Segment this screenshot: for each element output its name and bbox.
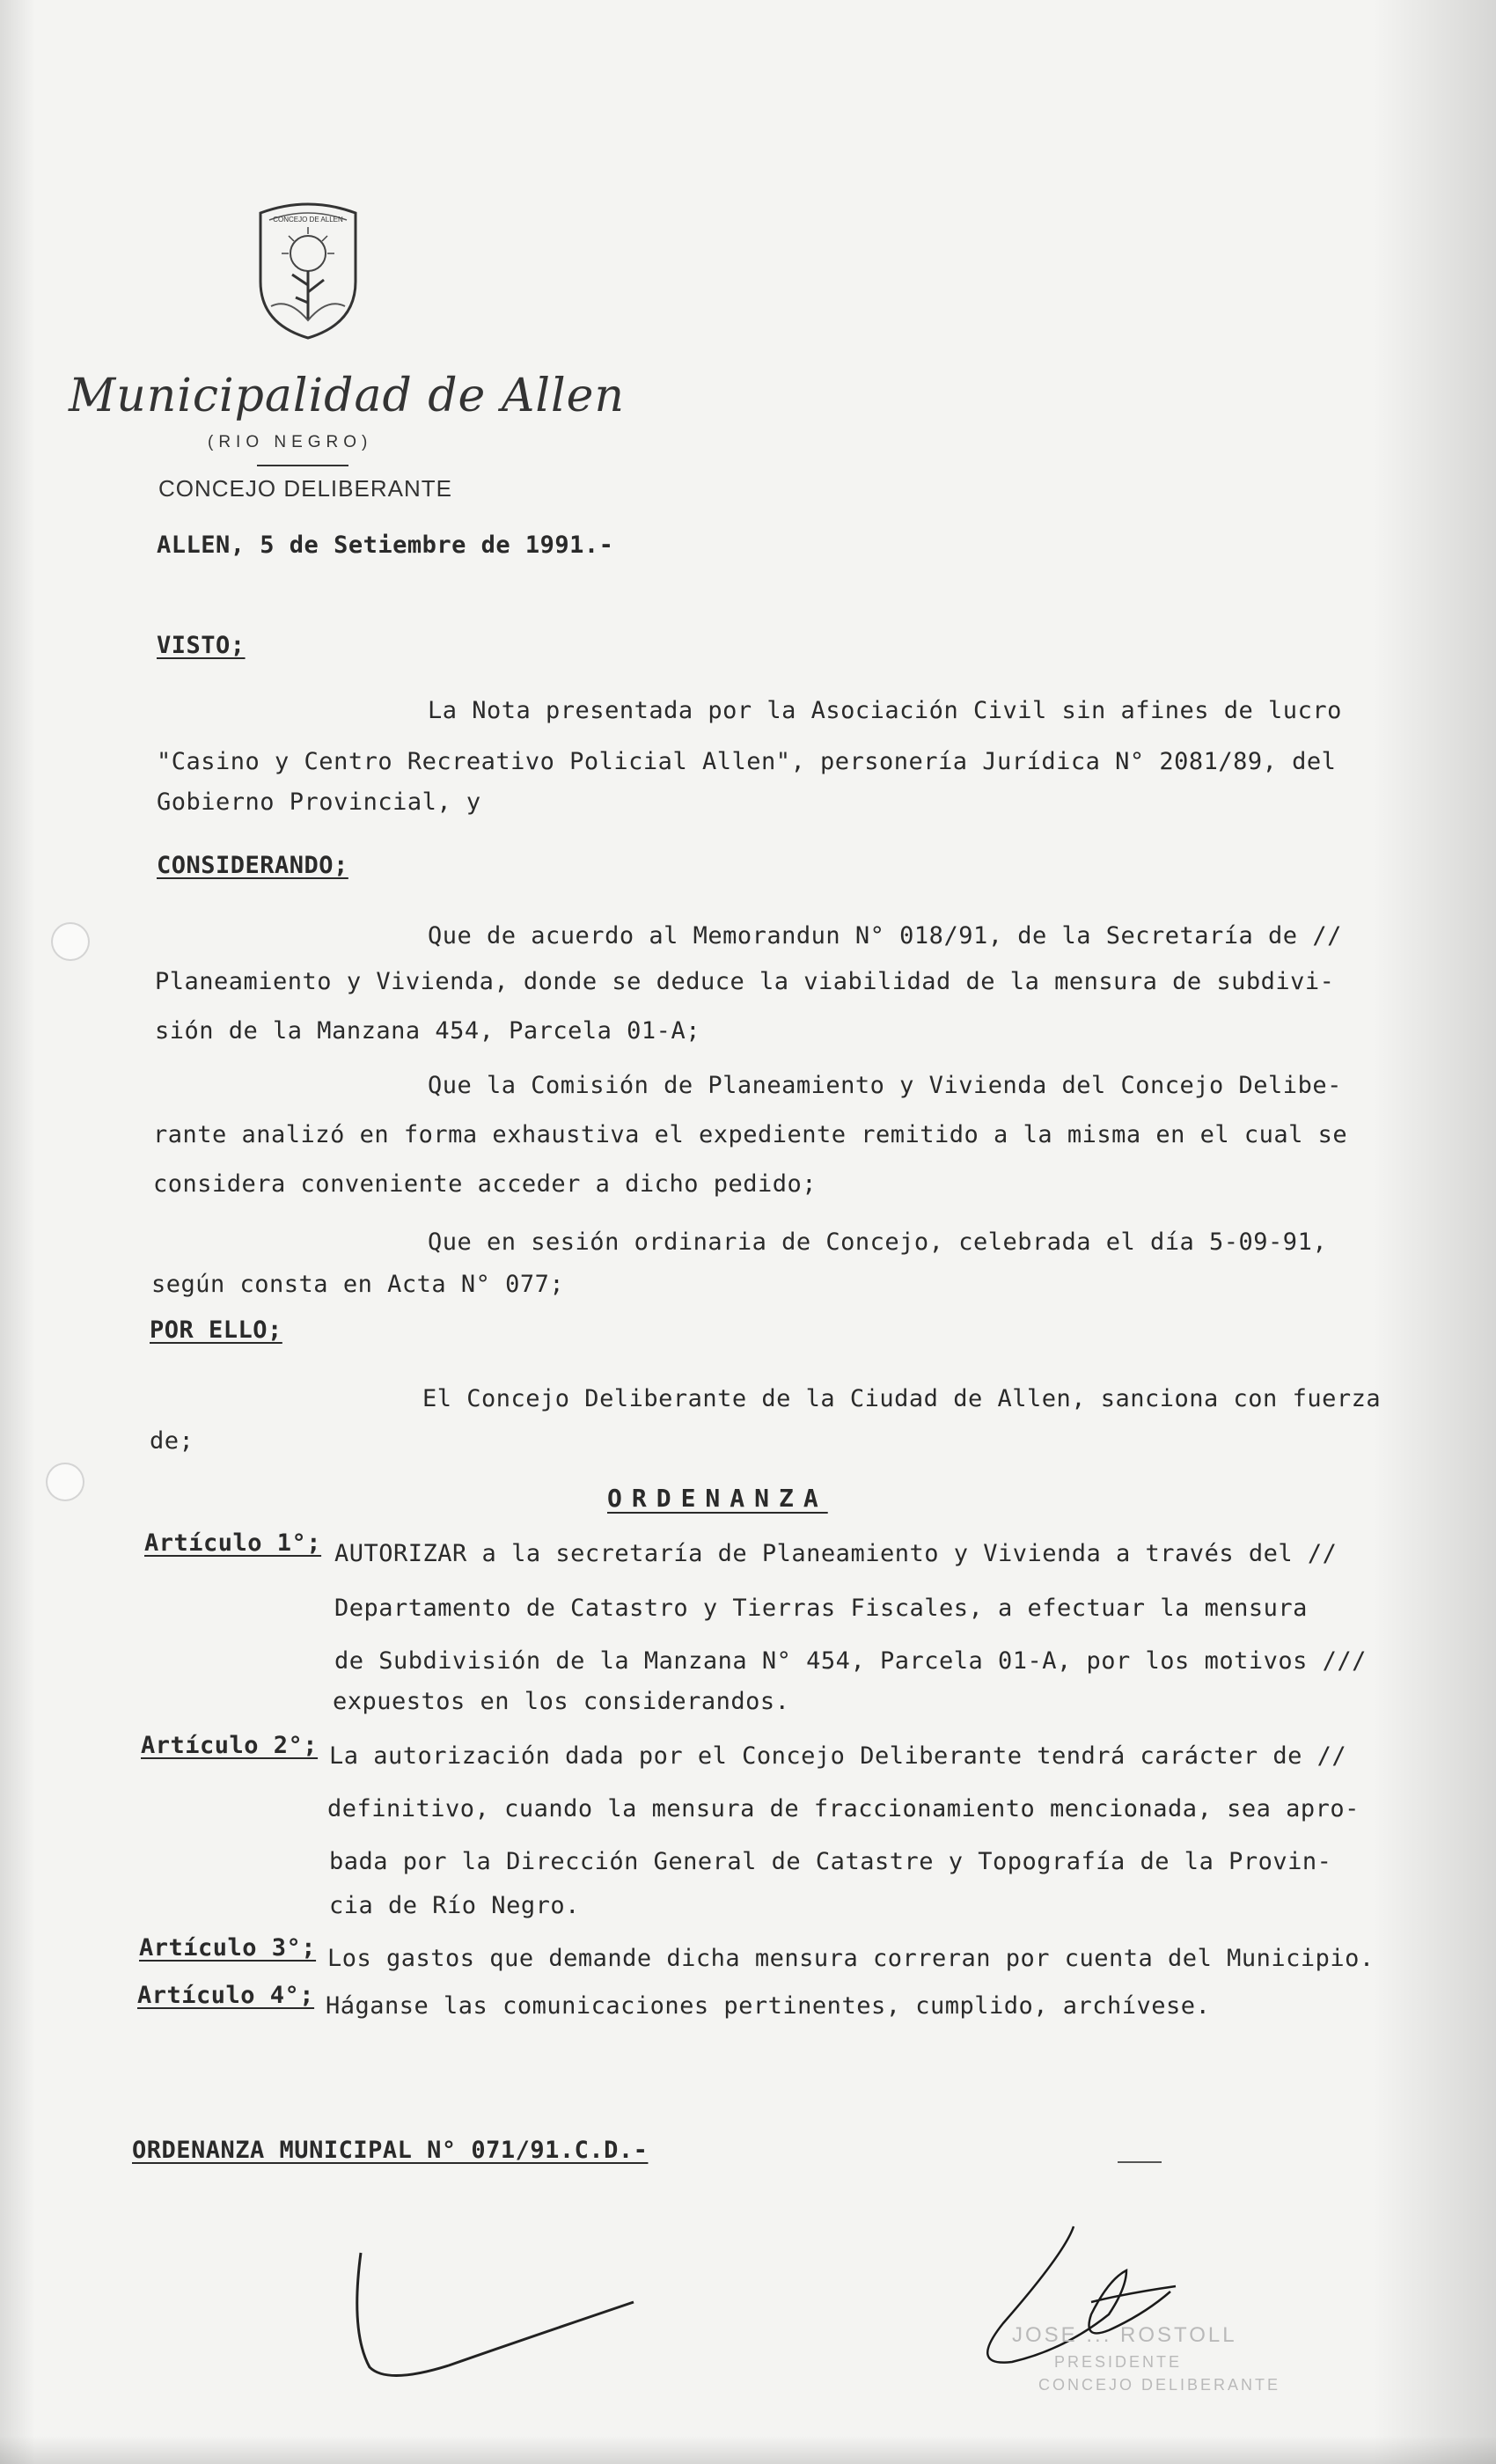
visto-line: La Nota presentada por la Asociación Civil sin afines de lucro: [428, 697, 1342, 724]
article-line: definitivo, cuando la mensura de fraccionamiento mencionada, sea apro-: [327, 1795, 1360, 1822]
article-line: expuestos en los considerandos.: [333, 1688, 790, 1715]
council-name: CONCEJO DELIBERANTE: [158, 475, 452, 502]
article-line: Háganse las comunicaciones pertinentes, cumplido, archívese.: [326, 1992, 1211, 2020]
considerando-line: considera conveniente acceder a dicho pedido;: [153, 1170, 817, 1198]
article-line: AUTORIZAR a la secretaría de Planeamiento y Vivienda a través del //: [334, 1540, 1338, 1567]
punch-hole: [51, 922, 90, 961]
considerando-heading: CONSIDERANDO;: [157, 852, 348, 879]
stamp-role: PRESIDENTE: [1054, 2353, 1183, 2371]
considerando-line: Que la Comisión de Planeamiento y Vivienda del Concejo Delibe-: [428, 1072, 1342, 1099]
seal-text: CONCEJO DE ALLEN: [273, 216, 343, 224]
article-line: Los gastos que demande dicha mensura correran por cuenta del Municipio.: [327, 1945, 1375, 1972]
considerando-line: Que de acuerdo al Memorandun N° 018/91, de la Secretaría de //: [428, 922, 1342, 950]
considerando-line: rante analizó en forma exhaustiva el expediente remitido a la misma en el cual se: [153, 1121, 1348, 1148]
por-ello-line: El Concejo Deliberante de la Ciudad de Allen, sanciona con fuerza: [422, 1385, 1382, 1412]
letterhead-divider: [257, 465, 348, 466]
stamp-name: JOSE ... ROSTOLL: [1012, 2323, 1237, 2347]
por-ello-line: de;: [150, 1427, 194, 1455]
article-line: Departamento de Catastro y Tierras Fiscales, a efectuar la mensura: [334, 1595, 1308, 1622]
article-label: Artículo 3°;: [139, 1934, 317, 1962]
article-line: cia de Río Negro.: [329, 1892, 580, 1919]
considerando-line: sión de la Manzana 454, Parcela 01-A;: [155, 1017, 700, 1045]
por-ello-heading: POR ELLO;: [150, 1316, 282, 1344]
article-label: Artículo 4°;: [137, 1982, 315, 2009]
municipal-seal-icon: [253, 201, 363, 341]
province-name: (RIO NEGRO): [208, 433, 373, 451]
visto-heading: VISTO;: [157, 632, 246, 659]
divider-dash: [1118, 2161, 1162, 2163]
considerando-line: Planeamiento y Vivienda, donde se deduce la viabilidad de la mensura de subdivi-: [155, 968, 1335, 995]
visto-line: "Casino y Centro Recreativo Policial Allen", personería Jurídica N° 2081/89, del: [157, 748, 1337, 775]
date-line: ALLEN, 5 de Setiembre de 1991.-: [157, 532, 614, 559]
article-line: de Subdivisión de la Manzana N° 454, Parcela 01-A, por los motivos ///: [334, 1647, 1367, 1675]
article-line: bada por la Dirección General de Catastre y Topografía de la Provin-: [329, 1848, 1332, 1875]
municipality-name: Municipalidad de Allen: [69, 370, 625, 422]
considerando-line: según consta en Acta N° 077;: [151, 1271, 565, 1298]
ordinance-number: ORDENANZA MUNICIPAL N° 071/91.C.D.-: [132, 2137, 649, 2164]
article-label: Artículo 2°;: [141, 1732, 319, 1759]
article-line: La autorización dada por el Concejo Deliberante tendrá carácter de //: [329, 1742, 1347, 1770]
bottom-scan-edge: [0, 2436, 1496, 2464]
article-label: Artículo 1°;: [144, 1529, 322, 1557]
considerando-line: Que en sesión ordinaria de Concejo, celebrada el día 5-09-91,: [428, 1228, 1328, 1256]
stamp-body: CONCEJO DELIBERANTE: [1038, 2376, 1281, 2394]
visto-line: Gobierno Provincial, y: [157, 788, 481, 816]
punch-hole: [46, 1463, 84, 1501]
ordenanza-title: ORDENANZA: [607, 1484, 828, 1513]
